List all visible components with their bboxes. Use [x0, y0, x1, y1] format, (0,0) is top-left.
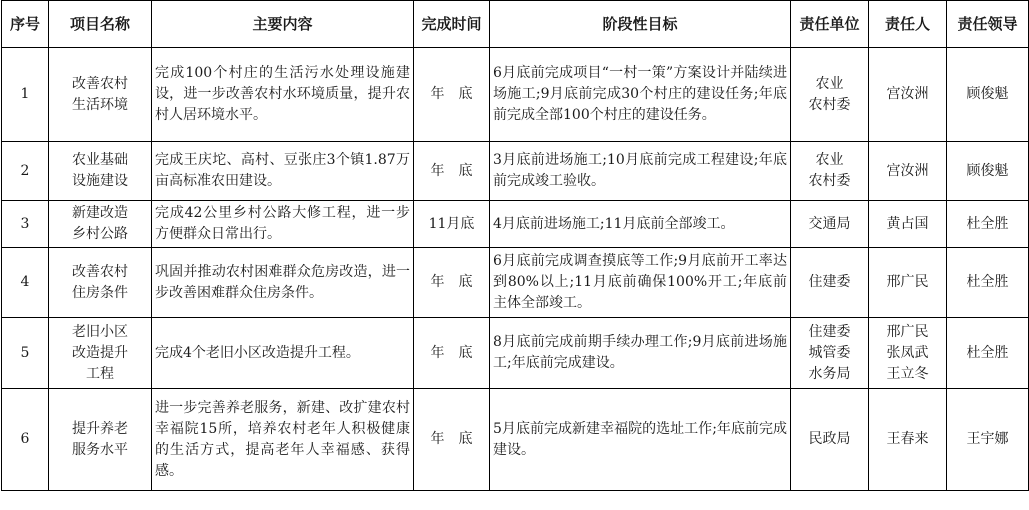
cell-completion-time: 年 底 — [414, 318, 490, 389]
cell-responsible-unit: 农业 农村委 — [791, 48, 869, 142]
header-main-content: 主要内容 — [152, 1, 414, 48]
cell-main-content: 巩固并推动农村困难群众危房改造，进一步改善困难群众住房条件。 — [152, 248, 414, 318]
cell-completion-time: 年 底 — [414, 389, 490, 491]
header-responsible-unit: 责任单位 — [791, 1, 869, 48]
cell-main-content: 进一步完善养老服务，新建、改扩建农村幸福院15所，培养农村老年人积极健康的生活方式，提高老年人幸福感、获得感。 — [152, 389, 414, 491]
header-completion-time: 完成时间 — [414, 1, 490, 48]
cell-responsible-unit: 民政局 — [791, 389, 869, 491]
table-row — [2, 248, 1029, 318]
cell-completion-time: 年 底 — [414, 248, 490, 318]
cell-no: 5 — [2, 318, 49, 389]
cell-project-name: 改善农村 住房条件 — [49, 248, 152, 318]
table-header-row — [2, 1, 1029, 48]
header-responsible-person: 责任人 — [869, 1, 947, 48]
cell-no: 1 — [2, 48, 49, 142]
cell-no: 3 — [2, 201, 49, 248]
cell-completion-time: 年 底 — [414, 142, 490, 201]
cell-project-name: 农业基础 设施建设 — [49, 142, 152, 201]
cell-completion-time: 11月底 — [414, 201, 490, 248]
cell-responsible-leader: 顾俊魁 — [947, 48, 1029, 142]
cell-project-name: 老旧小区 改造提升 工程 — [49, 318, 152, 389]
cell-responsible-person: 宫汝洲 — [869, 48, 947, 142]
cell-no: 4 — [2, 248, 49, 318]
table-row — [2, 48, 1029, 142]
table-row — [2, 142, 1029, 201]
cell-stage-goal: 6月底前完成调查摸底等工作;9月底前开工率达到80%以上;11月底前确保100%开工;年底前主体全部竣工。 — [490, 248, 791, 318]
cell-stage-goal: 3月底前进场施工;10月底前完成工程建设;年底前完成竣工验收。 — [490, 142, 791, 201]
cell-stage-goal: 4月底前进场施工;11月底前全部竣工。 — [490, 201, 791, 248]
cell-responsible-leader: 王宇娜 — [947, 389, 1029, 491]
cell-responsible-unit: 农业 农村委 — [791, 142, 869, 201]
cell-responsible-leader: 杜全胜 — [947, 201, 1029, 248]
cell-responsible-leader: 杜全胜 — [947, 318, 1029, 389]
cell-responsible-person: 王春来 — [869, 389, 947, 491]
table-row — [2, 318, 1029, 389]
project-task-table — [1, 0, 1029, 491]
cell-main-content: 完成42公里乡村公路大修工程，进一步方便群众日常出行。 — [152, 201, 414, 248]
cell-no: 2 — [2, 142, 49, 201]
table-row — [2, 389, 1029, 491]
cell-main-content: 完成王庆坨、高村、豆张庄3个镇1.87万亩高标准农田建设。 — [152, 142, 414, 201]
cell-no: 6 — [2, 389, 49, 491]
cell-responsible-leader: 杜全胜 — [947, 248, 1029, 318]
header-no: 序号 — [2, 1, 49, 48]
header-responsible-leader: 责任领导 — [947, 1, 1029, 48]
cell-responsible-person: 邢广民 — [869, 248, 947, 318]
header-stage-goal: 阶段性目标 — [490, 1, 791, 48]
cell-responsible-person: 黄占国 — [869, 201, 947, 248]
cell-completion-time: 年 底 — [414, 48, 490, 142]
cell-responsible-person: 邢广民 张凤武 王立冬 — [869, 318, 947, 389]
cell-main-content: 完成100个村庄的生活污水处理设施建设，进一步改善农村水环境质量，提升农村人居环境水平。 — [152, 48, 414, 142]
cell-main-content: 完成4个老旧小区改造提升工程。 — [152, 318, 414, 389]
cell-project-name: 改善农村 生活环境 — [49, 48, 152, 142]
cell-stage-goal: 6月底前完成项目“一村一策”方案设计并陆续进场施工;9月底前完成30个村庄的建设任务;年底前完成全部100个村庄的建设任务。 — [490, 48, 791, 142]
cell-stage-goal: 5月底前完成新建幸福院的选址工作;年底前完成建设。 — [490, 389, 791, 491]
cell-project-name: 新建改造 乡村公路 — [49, 201, 152, 248]
cell-stage-goal: 8月底前完成前期手续办理工作;9月底前进场施工;年底前完成建设。 — [490, 318, 791, 389]
cell-responsible-unit: 住建委 城管委 水务局 — [791, 318, 869, 389]
cell-responsible-person: 宫汝洲 — [869, 142, 947, 201]
header-project-name: 项目名称 — [49, 1, 152, 48]
table-row — [2, 201, 1029, 248]
cell-responsible-unit: 住建委 — [791, 248, 869, 318]
cell-project-name: 提升养老 服务水平 — [49, 389, 152, 491]
cell-responsible-leader: 顾俊魁 — [947, 142, 1029, 201]
cell-responsible-unit: 交通局 — [791, 201, 869, 248]
